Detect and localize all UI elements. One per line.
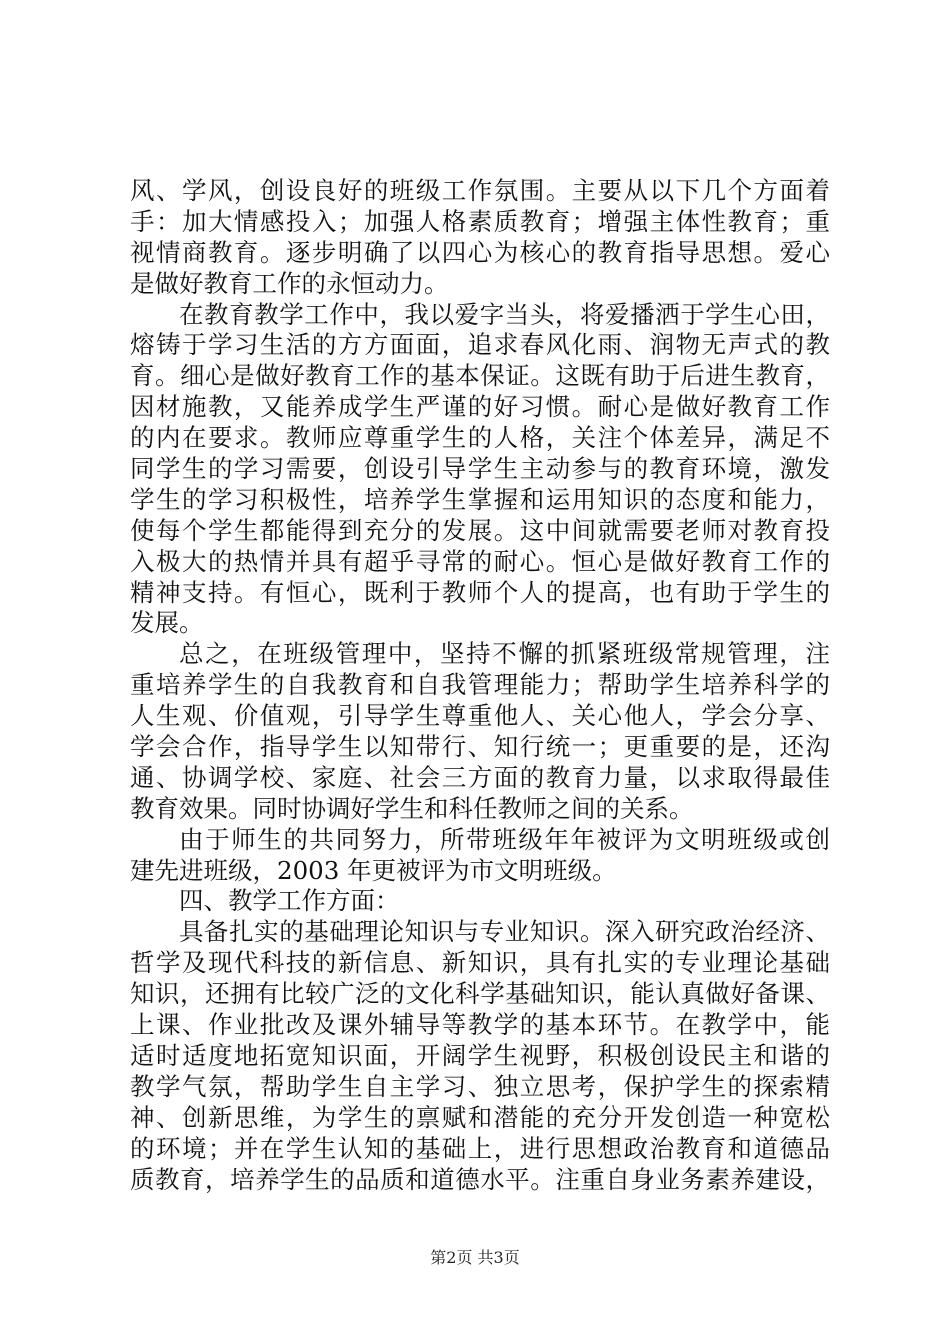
text-line: 的环境；并在学生认知的基础上，进行思想政治教育和道德品 (130, 1133, 830, 1163)
text-line: 上课、作业批改及课外辅导等教学的基本环节。在教学中，能 (130, 1010, 830, 1040)
text-line: 同学生的学习需要，创设引导学生主动参与的教育环境，激发 (130, 454, 830, 484)
text-line: 质教育，培养学生的品质和道德水平。注重自身业务素养建设， (130, 1164, 830, 1194)
document-body (130, 176, 830, 1195)
page-number-footer: 第2页 共3页 (430, 1248, 520, 1267)
text-line: 使每个学生都能得到充分的发展。这中间就需要老师对教育投 (130, 515, 830, 545)
text-line: 教育效果。同时协调好学生和科任教师之间的关系。 (130, 793, 694, 823)
text-line: 建先进班级，2003 年更被评为市文明班级。 (130, 855, 617, 885)
text-line: 神、创新思维，为学生的禀赋和潜能的充分开发创造一种宽松 (130, 1102, 830, 1132)
text-line: 视情商教育。逐步明确了以四心为核心的教育指导思想。爱心 (130, 237, 830, 267)
text-line: 人生观、价值观，引导学生尊重他人、关心他人，学会分享、 (130, 701, 830, 731)
text-line: 总之，在班级管理中，坚持不懈的抓紧班级常规管理，注 (179, 639, 830, 669)
text-line: 重培养学生的自我教育和自我管理能力；帮助学生培养科学的 (130, 670, 830, 700)
text-line: 知识，还拥有比较广泛的文化科学基础知识，能认真做好备课、 (130, 979, 830, 1009)
text-line: 哲学及现代科技的新信息、新知识，具有扎实的专业理论基础 (130, 948, 830, 978)
text-line: 熔铸于学习生活的方方面面，追求春风化雨、润物无声式的教 (130, 330, 830, 360)
text-line: 入极大的热情并具有超乎寻常的耐心。恒心是做好教育工作的 (130, 546, 830, 576)
text-line: 风、学风，创设良好的班级工作氛围。主要从以下几个方面着 (130, 176, 830, 205)
text-line: 学生的学习积极性，培养学生掌握和运用知识的态度和能力， (130, 484, 830, 514)
text-line: 适时适度地拓宽知识面，开阔学生视野，积极创设民主和谐的 (130, 1040, 830, 1070)
text-line: 的内在要求。教师应尊重学生的人格，关注个体差异，满足不 (130, 423, 830, 453)
text-line: 精神支持。有恒心，既利于教师个人的提高，也有助于学生的 (130, 577, 830, 607)
text-line: 在教育教学工作中，我以爱字当头，将爱播洒于学生心田， (179, 299, 830, 329)
text-line: 因材施教，又能养成学生严谨的好习惯。耐心是做好教育工作 (130, 392, 830, 422)
text-line: 四、教学工作方面： (179, 886, 400, 916)
text-line: 教学气氛，帮助学生自主学习、独立思考，保护学生的探索精 (130, 1071, 830, 1101)
text-line: 通、协调学校、家庭、社会三方面的教育力量，以求取得最佳 (130, 762, 830, 792)
text-line: 学会合作，指导学生以知带行、知行统一；更重要的是，还沟 (130, 732, 830, 762)
text-line: 是做好教育工作的永恒动力。 (130, 268, 449, 298)
text-line: 手：加大情感投入；加强人格素质教育；增强主体性教育；重 (130, 206, 830, 236)
text-line: 由于师生的共同努力，所带班级年年被评为文明班级或创 (179, 824, 830, 854)
text-line: 具备扎实的基础理论知识与专业知识。深入研究政治经济、 (179, 917, 830, 947)
text-line: 育。细心是做好教育工作的基本保证。这既有助于后进生教育， (130, 361, 830, 391)
text-line: 发展。 (130, 608, 204, 638)
